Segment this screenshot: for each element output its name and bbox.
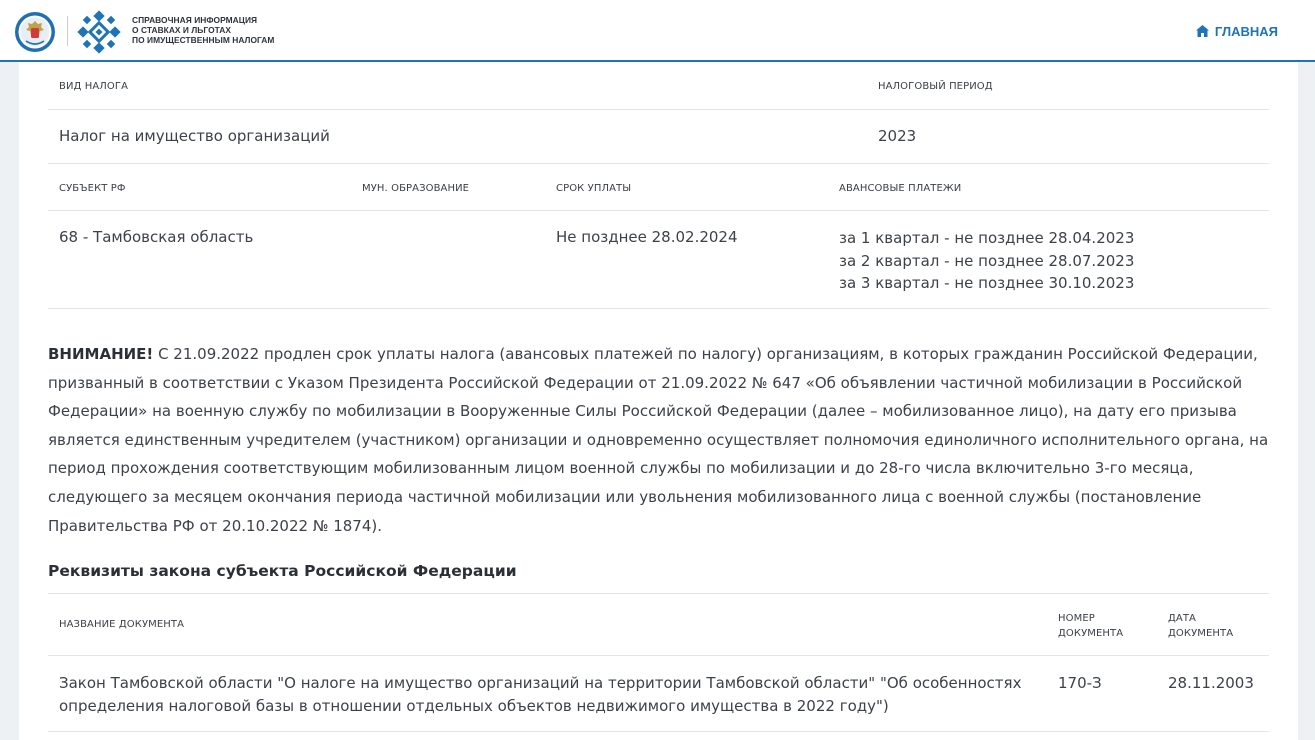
doc-date-header — [1168, 611, 1233, 641]
tax-info-header-row — [48, 62, 1269, 110]
advance-payments-list — [839, 227, 1134, 295]
doc-number-value: 170-З — [1058, 674, 1102, 692]
doc-number-header-line: НОМЕР — [1058, 613, 1095, 624]
advance-payment-item: за 3 квартал - не позднее 30.10.2023 — [839, 274, 1135, 292]
subject-header: СУБЪЕКТ РФ — [59, 183, 126, 194]
law-section-title: Реквизиты закона субъекта Российской Федерации — [48, 562, 517, 580]
doc-name-line: Закон Тамбовской области "О налоге на имущество организаций на территории Тамбовской области" "Об особенностях — [59, 674, 1022, 692]
doc-name-line: определения налоговой базы в отношении отдельных объектов недвижимого имущества в 2022 году") — [59, 696, 889, 715]
tax-period-header: НАЛОГОВЫЙ ПЕРИОД — [878, 81, 993, 92]
property-tax-service-logo-icon[interactable] — [77, 10, 121, 54]
advance-payment-item: за 1 квартал - не позднее 28.04.2023 — [839, 229, 1135, 247]
doc-number-header — [1058, 611, 1123, 641]
home-icon — [1196, 25, 1209, 37]
law-table-header-row — [48, 593, 1269, 656]
region-info-row — [48, 211, 1269, 309]
home-nav-label: ГЛАВНАЯ — [1214, 23, 1278, 39]
service-title-line: ПО ИМУЩЕСТВЕННЫМ НАЛОГАМ — [132, 35, 275, 45]
tax-type-value: Налог на имущество организаций — [59, 127, 330, 145]
doc-date-value: 28.11.2003 — [1168, 674, 1254, 692]
tax-type-header: ВИД НАЛОГА — [59, 81, 129, 92]
service-title-line: О СТАВКАХ И ЛЬГОТАХ — [132, 25, 232, 35]
deadline-header: СРОК УПЛАТЫ — [556, 183, 632, 194]
service-title — [132, 15, 274, 45]
advance-payments-header: АВАНСОВЫЕ ПЛАТЕЖИ — [839, 183, 962, 194]
tax-info-row — [48, 110, 1269, 164]
tax-period-value: 2023 — [878, 127, 917, 145]
doc-name-header: НАЗВАНИЕ ДОКУМЕНТА — [59, 619, 185, 630]
region-info-header-row — [48, 164, 1269, 211]
mobilization-notice — [48, 340, 1269, 540]
deadline-value: Не позднее 28.02.2024 — [556, 228, 738, 246]
doc-number-header-line: ДОКУМЕНТА — [1058, 628, 1124, 639]
municipality-header: МУН. ОБРАЗОВАНИЕ — [362, 183, 470, 194]
doc-date-header-line: ДОКУМЕНТА — [1168, 628, 1234, 639]
doc-date-header-line: ДАТА — [1168, 613, 1197, 624]
main-content — [19, 62, 1298, 740]
doc-name-value[interactable] — [59, 672, 1021, 717]
table-row — [48, 656, 1269, 732]
logo-divider — [67, 16, 68, 46]
service-title-line: СПРАВОЧНАЯ ИНФОРМАЦИЯ — [132, 15, 258, 25]
advance-payment-item: за 2 квартал - не позднее 28.07.2023 — [839, 251, 1135, 270]
fns-emblem-icon[interactable] — [14, 11, 56, 53]
notice-bold-label: ВНИМАНИЕ! — [48, 345, 154, 363]
notice-text: С 21.09.2022 продлен срок уплаты налога (авансовых платежей по налогу) организациям, в которых гражданин Российской Федерации, призванный в соответствии с Указом Президента Российской Федерации от 21.09.2022 № 647 «Об объявлении частичной мобилизации в Российской Федерации» на военную службу по мобилизации в Вооруженные Силы Российской Федерации (далее – мобилизованное лицо), на дату его призыва является единственным учредителем (участником) организации и одновременно осуществляет полномочия единоличного исполнительного органа, на период прохождения соответствующим мобилизованным лицом военной службы по мобилизации и до 28-го числа включительно 3-го месяца, следующего за месяцем окончания периода частичной мобилизации или увольнения мобилизованного лица с военной службы (постановление Правительства РФ от 20.10.2022 № 1874). — [48, 345, 1269, 535]
site-header — [0, 0, 1315, 62]
subject-value: 68 - Тамбовская область — [59, 228, 254, 246]
home-nav-link[interactable] — [1196, 22, 1278, 40]
